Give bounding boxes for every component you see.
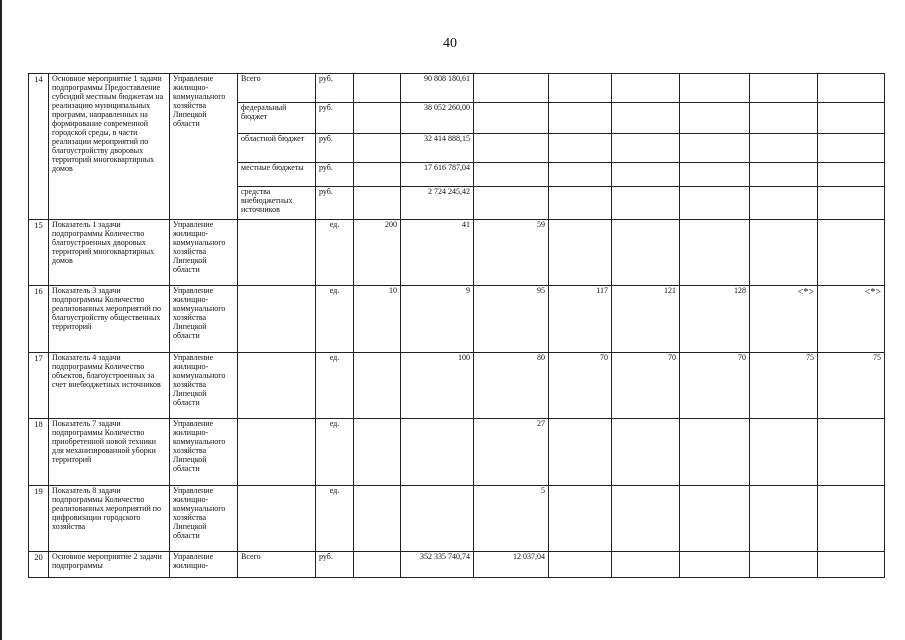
value-cell (549, 74, 612, 103)
value-cell (549, 552, 612, 578)
unit: руб. (316, 103, 354, 134)
value-cell (401, 419, 474, 486)
value-cell: 90 808 180,61 (401, 74, 474, 103)
funding-source (238, 220, 316, 286)
value-cell (818, 74, 885, 103)
value-cell (612, 419, 680, 486)
funding-source (238, 486, 316, 552)
value-cell (474, 103, 549, 134)
value-cell (612, 134, 680, 163)
value-cell: 80 (474, 353, 549, 419)
value-cell (818, 163, 885, 187)
row-number: 14 (29, 74, 49, 220)
unit: руб. (316, 187, 354, 220)
executor: Управление жилищно-коммунального хозяйства Липецкой области (170, 353, 238, 419)
value-cell (549, 187, 612, 220)
unit: руб. (316, 74, 354, 103)
value-cell (612, 220, 680, 286)
row-number: 16 (29, 286, 49, 353)
value-cell: 352 335 740,74 (401, 552, 474, 578)
value-cell: 200 (354, 220, 401, 286)
value-cell (680, 419, 750, 486)
value-cell (612, 103, 680, 134)
value-cell (549, 163, 612, 187)
unit: ед. (316, 419, 354, 486)
value-cell (818, 552, 885, 578)
value-cell: 17 616 787,04 (401, 163, 474, 187)
value-cell (750, 163, 818, 187)
value-cell (474, 163, 549, 187)
table-row-15 (29, 220, 885, 286)
funding-source: средства внебюджетных источников (238, 187, 316, 220)
measure-name: Основное мероприятие 1 задачи подпрограммы Предоставление субсидий местным бюджетам на реализацию муниципальных программ, направленных на формирование современной городской среды, в части реализации мероприятий по благоустройству дворовых территорий многоквартирных домов (49, 74, 170, 220)
table-row-20 (29, 552, 885, 578)
value-cell (750, 103, 818, 134)
value-cell (612, 552, 680, 578)
row-number: 19 (29, 486, 49, 552)
value-cell: 41 (401, 220, 474, 286)
value-cell: 75 (750, 353, 818, 419)
funding-source: Всего (238, 74, 316, 103)
value-cell (750, 486, 818, 552)
value-cell (401, 486, 474, 552)
value-cell (818, 134, 885, 163)
indicator-name: Показатель 7 задачи подпрограммы Количество приобретенной новой техники для механизированной уборки территорий (49, 419, 170, 486)
value-cell: 10 (354, 286, 401, 353)
value-cell (680, 552, 750, 578)
value-cell: 70 (680, 353, 750, 419)
value-cell: <*> (818, 286, 885, 353)
table-row-16 (29, 286, 885, 353)
value-cell: 32 414 888,15 (401, 134, 474, 163)
unit: ед. (316, 286, 354, 353)
value-cell (354, 353, 401, 419)
value-cell: 117 (549, 286, 612, 353)
indicator-name: Показатель 3 задачи подпрограммы Количество реализованных мероприятий по благоустройству общественных территорий (49, 286, 170, 353)
executor: Управление жилищно- (170, 552, 238, 578)
value-cell: 2 724 245,42 (401, 187, 474, 220)
unit: ед. (316, 353, 354, 419)
executor: Управление жилищно-коммунального хозяйства Липецкой области (170, 220, 238, 286)
program-indicators-table (28, 73, 885, 578)
indicator-name: Показатель 8 задачи подпрограммы Количество реализованных мероприятий по цифровизации городского хозяйства (49, 486, 170, 552)
value-cell (354, 163, 401, 187)
funding-source: федеральный бюджет (238, 103, 316, 134)
funding-source: Всего (238, 552, 316, 578)
funding-source (238, 353, 316, 419)
value-cell (818, 486, 885, 552)
table-row-14 (29, 74, 885, 103)
value-cell (750, 74, 818, 103)
value-cell: 128 (680, 286, 750, 353)
value-cell: 70 (549, 353, 612, 419)
value-cell (680, 134, 750, 163)
value-cell (354, 103, 401, 134)
value-cell (549, 486, 612, 552)
unit: руб. (316, 163, 354, 187)
value-cell (818, 419, 885, 486)
value-cell (680, 220, 750, 286)
row-number: 18 (29, 419, 49, 486)
value-cell (549, 419, 612, 486)
value-cell (818, 220, 885, 286)
value-cell (750, 187, 818, 220)
value-cell (612, 486, 680, 552)
row-number: 17 (29, 353, 49, 419)
value-cell (354, 74, 401, 103)
value-cell (549, 103, 612, 134)
value-cell (750, 220, 818, 286)
table-row-17 (29, 353, 885, 419)
value-cell (680, 74, 750, 103)
value-cell: 70 (612, 353, 680, 419)
value-cell: 38 052 260,00 (401, 103, 474, 134)
value-cell (354, 552, 401, 578)
value-cell: 9 (401, 286, 474, 353)
value-cell (680, 187, 750, 220)
value-cell: 95 (474, 286, 549, 353)
value-cell (474, 134, 549, 163)
value-cell (549, 134, 612, 163)
value-cell (680, 103, 750, 134)
value-cell (750, 134, 818, 163)
value-cell: 27 (474, 419, 549, 486)
value-cell: 5 (474, 486, 549, 552)
value-cell (474, 74, 549, 103)
value-cell (612, 74, 680, 103)
executor: Управление жилищно-коммунального хозяйства Липецкой области (170, 286, 238, 353)
value-cell (354, 187, 401, 220)
funding-source (238, 286, 316, 353)
table-row-19 (29, 486, 885, 552)
executor: Управление жилищно-коммунального хозяйства Липецкой области (170, 486, 238, 552)
value-cell: 121 (612, 286, 680, 353)
page-left-edge (0, 0, 2, 640)
indicator-name: Показатель 1 задачи подпрограммы Количество благоустроенных дворовых территорий многоквартирных домов (49, 220, 170, 286)
funding-source: областной бюджет (238, 134, 316, 163)
value-cell (354, 134, 401, 163)
value-cell (818, 187, 885, 220)
value-cell (354, 486, 401, 552)
value-cell (680, 486, 750, 552)
executor: Управление жилищно-коммунального хозяйства Липецкой области (170, 419, 238, 486)
row-number: 15 (29, 220, 49, 286)
value-cell: 100 (401, 353, 474, 419)
unit: руб. (316, 552, 354, 578)
value-cell: 12 037,04 (474, 552, 549, 578)
value-cell: <*> (750, 286, 818, 353)
executor: Управление жилищно-коммунального хозяйства Липецкой области (170, 74, 238, 220)
funding-source (238, 419, 316, 486)
value-cell: 59 (474, 220, 549, 286)
page-number: 40 (443, 36, 457, 51)
value-cell (612, 163, 680, 187)
value-cell (680, 163, 750, 187)
value-cell (818, 103, 885, 134)
value-cell: 75 (818, 353, 885, 419)
unit: руб. (316, 134, 354, 163)
value-cell (612, 187, 680, 220)
value-cell (474, 187, 549, 220)
measure-name: Основное мероприятие 2 задачи подпрограммы (49, 552, 170, 578)
row-number: 20 (29, 552, 49, 578)
value-cell (750, 419, 818, 486)
value-cell (750, 552, 818, 578)
table-row-18 (29, 419, 885, 486)
value-cell (354, 419, 401, 486)
indicator-name: Показатель 4 задачи подпрограммы Количество объектов, благоустроенных за счет внебюджетных источников (49, 353, 170, 419)
funding-source: местные бюджеты (238, 163, 316, 187)
unit: ед. (316, 220, 354, 286)
value-cell (549, 220, 612, 286)
unit: ед. (316, 486, 354, 552)
